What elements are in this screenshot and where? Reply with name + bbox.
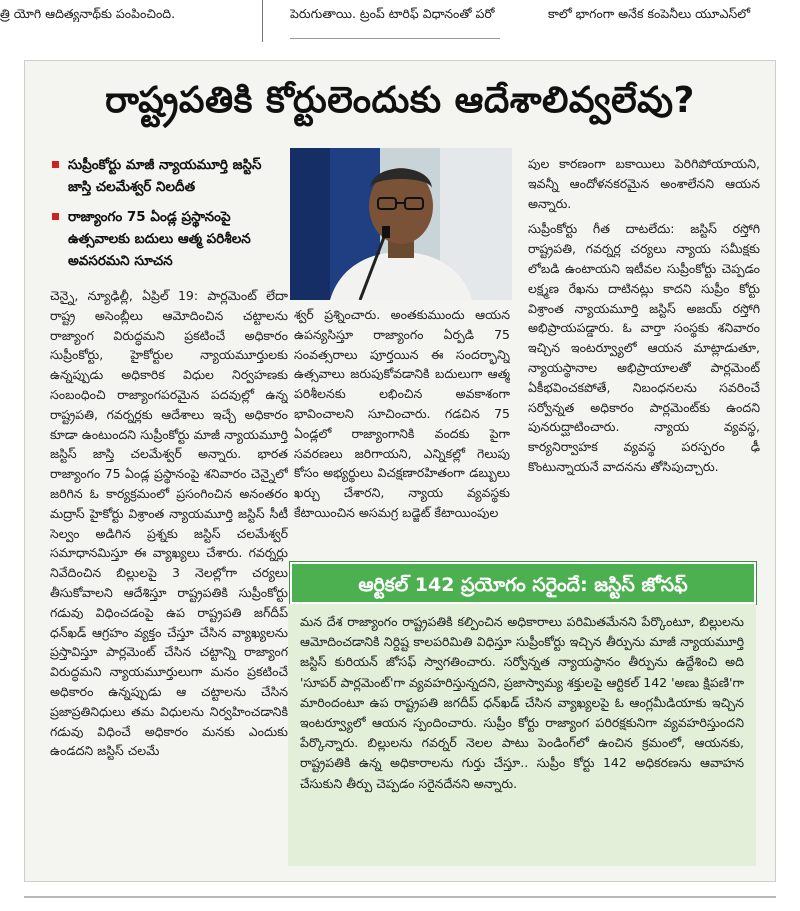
- paragraph: పుల కారణంగా బకాయిలు పెరిగిపోయాయని, ఇవన్నీ ఆందోళనకరమైన అంశాలేనని ఆయన అన్నారు.: [528, 156, 760, 211]
- sidebar-subheading: ఆర్టికల్ 142 ప్రయోగం సరైందే: జస్టిస్ జోసఫ్: [290, 562, 756, 604]
- highlight-bullets: [52, 154, 284, 280]
- highlight-bullet: [52, 154, 284, 198]
- bottom-divider: [24, 896, 776, 898]
- top-fragment-1: త్రి యోగి ఆదిత్యనాథ్‌కు పంపించింది.: [0, 6, 176, 21]
- justice-portrait-photo: [290, 148, 512, 300]
- paragraph: శ్వర్ ప్రశ్నించారు. అంతకుముందు ఆయన ఉపన్యసిస్తూ రాజ్యాంగం ఏర్పడి 75 సంవత్సరాలు పూర్తయిన ఈ సందర్భాన్ని ఉత్సవాలు జరుపుకోవడానికి బదులుగా ఆత్మ పరిశీలనకు లభించిన అవకాశంగా భావించాలని సూచించారు. గడచిన 75 ఏండ్లలో రాజ్యాంగానికి వందకు పైగా సవరణలు జరిగాయని, ఎన్నికల్లో గెలుపు కోసం అభ్యర్థులు విచక్షణారహితంగా డబ్బులు ఖర్చు చేశారని, న్యాయ వ్యవస్థకు కేటాయించిన అసమగ్ర బడ్జెట్ కేటాయింపుల: [294, 307, 510, 520]
- article-headline: రాష్ట్రపతికి కోర్టులెందుకు ఆదేశాలివ్వలేవు?: [105, 80, 695, 121]
- top-fragment-3: కాలో భాగంగా అనేక కంపెనీలు యూఎస్‌లో: [548, 6, 751, 21]
- bullet-text: రాజ్యాంగం 75 ఏండ్ల ప్రస్థానంపై ఉత్సవాలకు బదులు ఆత్మ పరిశీలన అవసరమని సూచన: [68, 209, 251, 269]
- paragraph: సుప్రీంకోర్టు గీత దాటలేదు: జస్టిస్ రస్తోగి రాష్ట్రపతి, గవర్నర్ల చర్యలు న్యాయ సమీక్షకు లోబడి ఉంటాయని ఇటీవల సుప్రీంకోర్టు చెప్పడం లక్ష్మణ రేఖను దాటినట్లు కాదని సుప్రీం కోర్టు విశ్రాంత న్యాయమూర్తి జస్టిస్ అజయ్ రస్తోగి అభిప్రాయపడ్డారు. ఓ వార్తా సంస్థకు శనివారం ఇచ్చిన ఇంటర్వ్యూలో ఆయన మాట్లాడుతూ, న్యాయస్థానాల అభిప్రాయాలతో పార్లమెంట్ ఏకీభవించకపోతే, నిబంధనలను సవరించే సర్వోన్నత అధికారం పార్లమెంట్‌కు ఉందని పునరుద్ఘాటించారు. న్యాయ వ్యవస్థ, కార్యనిర్వాహక వ్యవస్థ పరస్పరం ఢీ కొంటున్నాయనే వాదనను తోసిపుచ్చారు.: [528, 221, 760, 474]
- article-column-1: [50, 286, 288, 868]
- sidebar-box: [288, 604, 756, 866]
- article-column-2: [294, 305, 510, 555]
- sidebar-box-text: మన దేశ రాజ్యాంగం రాష్ట్రపతికి కల్పించిన అధికారాలు పరిమితమేనని పేర్కొంటూ, బిల్లులను ఆమోదించడానికి నిర్దిష్ట కాలపరిమితి విధిస్తూ సుప్రీంకోర్టు ఇచ్చిన తీర్పును మాజీ న్యాయమూర్తి జస్టిస్ కురియన్ జోసఫ్ స్వాగతించారు. సర్వోన్నత న్యాయస్థానం తీర్పును ఉద్దేశించి అది 'సూపర్ పార్లమెంట్'గా వ్యవహరిస్తున్నదని, ప్రజాస్వామ్య శక్తులపై ఆర్టికల్ 142 'అణు క్షిపణి'గా మారిందంటూ ఉప రాష్ట్రపతి జగదీప్ ధన్‌ఖడ్ చేసిన వ్యాఖ్యలపై ఓ ఆంగ్లమీడియాకు ఇచ్చిన ఇంటర్వ్యూలో ఆయన స్పందించారు. సుప్రీం కోర్టు రాజ్యాంగ పరిరక్షకునిగా వ్యవహరిస్తుందని పేర్కొన్నారు. బిల్లులను గవర్నర్ నెలల పాటు పెండింగ్‌లో ఉంచిన క్రమంలో, ఆయనకు, రాష్ట్రపతికి ఉన్న అధికారాలను గుర్తు చేస్తూ.. సుప్రీం కోర్టు 142 అధికరణను ఆవాహన చేసుకుని తీర్పు చెప్పడం సరైనదేనని అన్నారు.: [300, 614, 744, 791]
- previous-article-strip: [0, 0, 800, 42]
- paragraph: చెన్నై, న్యూఢిల్లీ, ఏప్రిల్ 19: పార్లమెంట్ లేదా రాష్ట్ర అసెంబ్లీలు ఆమోదించిన చట్టాలను రాజ్యాంగ విరుద్ధమని ప్రకటించే అధికారం సుప్రీంకోర్టు, హైకోర్టుల న్యాయమూర్తులకు ఉన్నప్పుడు అధికారిక విధుల నిర్వహణకు సంబంధించి రాజ్యాంగపరమైన పదవుల్లో ఉన్న రాష్ట్రపతి, గవర్నర్లకు ఆదేశాలు ఇచ్చే అధికారం కూడా ఉంటుందని సుప్రీంకోర్టు మాజీ న్యాయమూర్తి జస్టిస్ జాస్తి చలమేశ్వర్ అన్నారు. భారత రాజ్యాంగం 75 ఏండ్ల ప్రస్థానంపై శనివారం చెన్నైలో జరిగిన ఓ కార్యక్రమంలో ప్రసంగించిన అనంతరం మద్రాస్ హైకోర్టు విశ్రాంత న్యాయమూర్తి జస్టిస్ సీటీ సెల్వం అడిగిన ప్రశ్నకు జస్టిస్ చలమేశ్వర్ సమాధానమిస్తూ ఈ వ్యాఖ్యలు చేశారు. గవర్నర్లు నివేదించిన బిల్లులపై 3 నెలల్లోగా చర్యలు తీసుకోవాలని ఆదేశిస్తూ రాష్ట్రపతికి సుప్రీంకోర్టు గడువు విధించడంపై ఉప రాష్ట్రపతి జగ్‌దీప్ ధన్‌ఖడ్ ఆగ్రహం వ్యక్తం చేస్తూ చేసిన వ్యాఖ్యలను ప్రస్తావిస్తూ పార్లమెంట్ చేసిన చట్టాన్ని రాజ్యాంగ విరుద్ధమని న్యాయమూర్తులుగా మనం ప్రకటించే అధికారం ఉన్నప్పుడు ఆ చట్టాలను చేసిన ప్రజాప్రతినిధులు తమ విధులను నిర్వహించడానికి గడువు విధించే అధికారం మనకు ఎందుకు ఉండదని జస్టిస్ చలమే: [50, 288, 288, 759]
- top-underline: [290, 38, 500, 39]
- article-column-3: [528, 154, 760, 558]
- column-divider: [262, 0, 263, 42]
- top-fragment-2: పెరుగుతాయి. ట్రంప్ టారిఫ్ విధానంతో పరో: [290, 6, 495, 21]
- highlight-bullet: [52, 206, 284, 272]
- red-square-bullet-icon: [52, 213, 59, 220]
- red-square-bullet-icon: [52, 161, 59, 168]
- bullet-text: సుప్రీంకోర్టు మాజీ న్యాయమూర్తి జస్టిస్ జాస్తి చలమేశ్వర్ నిలదీత: [68, 157, 262, 195]
- portrait-image: [290, 148, 512, 300]
